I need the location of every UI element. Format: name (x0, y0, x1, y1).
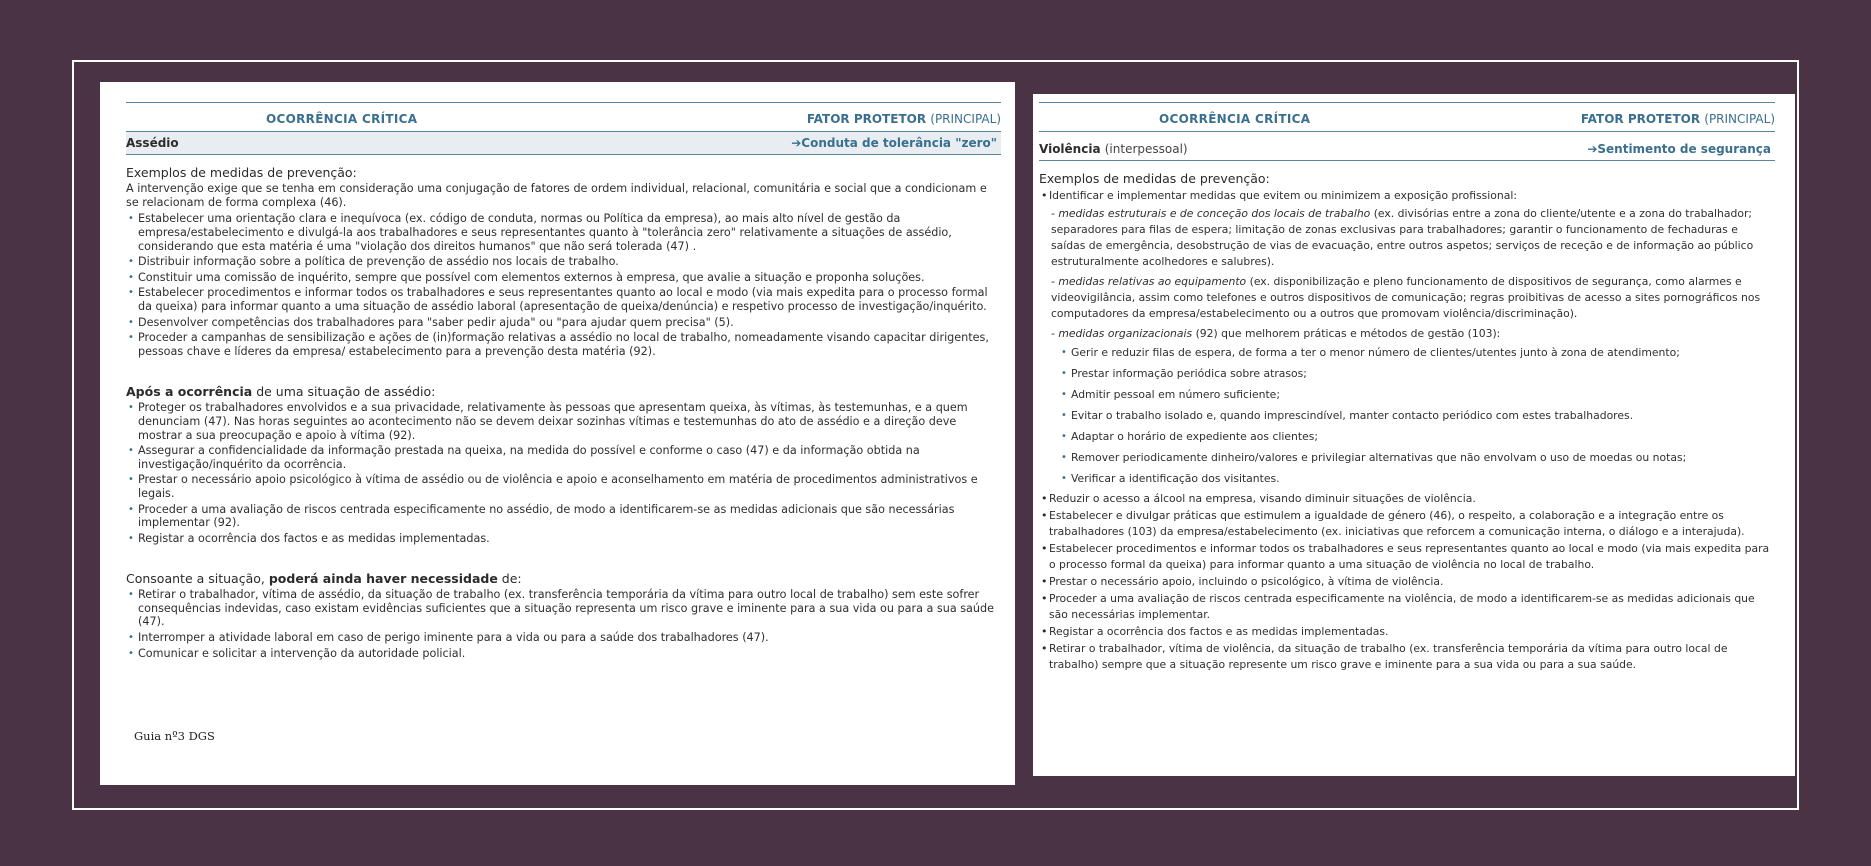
list-item: • Proceder a campanhas de sensibilização e ações de (in)formação relativas a assédio no local de trabalho, nomeadamente visando capacitar dirigentes, pessoas chave e líderes da empresa/ estabelecimento para a prevenção desta matéria (92). (126, 331, 1001, 358)
list-item: • Interromper a atividade laboral em caso de perigo iminente para a vida ou para a saúde dos trabalhadores (47). (126, 631, 1001, 645)
prevention-list (126, 212, 1001, 358)
occurrence-row (1039, 132, 1775, 161)
footer-text: Guia nº3 DGS (134, 729, 215, 743)
section-title: Consoante a situação, poderá ainda haver necessidade de: (126, 571, 522, 587)
list-item: • Identificar e implementar medidas que evitem ou minimizem a exposição profissional: (1039, 188, 1775, 204)
intro-paragraph: A intervenção exige que se tenha em consideração uma conjugação de fatores de ordem individual, relacional, comunitária e social que a condicionam e se relacionam de forma complexa (46). (126, 182, 987, 210)
organizational-measures: - medidas organizacionais (92) que melhorem práticas e métodos de gestão (103): (1051, 327, 1501, 340)
list-item: • Retirar o trabalhador, vítima de violência, da situação de trabalho (ex. transferência temporária da vítima para outro local de trabalho) sempre que a situação represente um risco grave e iminente para a sua vida ou para a sua saúde. (1039, 641, 1775, 673)
prevention-list (1039, 188, 1775, 204)
protective-factor: ➔Conduta de tolerância "zero" (791, 136, 997, 150)
equipment-measures: - medidas relativas ao equipamento (ex. disponibilização e pleno funcionamento de dispositivos de segurança, como alarmes e videovigilância, assim como telefones e outros dispositivos de comunicação; regras proibitivas de acesso a sites pornográficos nos computadores da empresa/estabelecimento ou a outros que promovam violência/discriminação). (1051, 275, 1761, 320)
list-item: • Desenvolver competências dos trabalhadores para "saber pedir ajuda" ou "para ajudar quem precisa" (5). (126, 316, 1001, 330)
list-item: • Estabelecer procedimentos e informar todos os trabalhadores e seus representantes quanto ao local e modo (via mais expedita para o processo formal da queixa) para informar quanto a uma situação de violência no local de trabalho. (1039, 541, 1775, 573)
header-protective-factor: FATOR PROTETOR (PRINCIPAL) (1580, 112, 1775, 126)
list-item: • Remover periodicamente dinheiro/valores e privilegiar alternativas que não envolvam o uso de moedas ou notas; (1061, 447, 1775, 468)
list-item: • Registar a ocorrência dos factos e as medidas implementadas. (1039, 624, 1775, 640)
list-item: • Registar a ocorrência dos factos e as medidas implementadas. (126, 532, 1001, 546)
table-header (126, 102, 1001, 132)
list-item: • Gerir e reduzir filas de espera, de forma a ter o menor número de clientes/utentes junto à zona de atendimento; (1061, 342, 1775, 363)
section-title: Exemplos de medidas de prevenção: (1039, 171, 1270, 186)
occurrence-name: Violência (interpessoal) (1039, 142, 1188, 156)
occurrence-row (126, 132, 1001, 155)
prevention-list-continued (1039, 491, 1775, 673)
list-item: • Adaptar o horário de expediente aos clientes; (1061, 426, 1775, 447)
list-item: • Estabelecer e divulgar práticas que estimulem a igualdade de género (46), o respeito, a colaboração e a integração entre os trabalhadores (103) da empresa/estabelecimento (ex. iniciativas que reforcem a comunicação interna, o diálogo e a interajuda). (1039, 508, 1775, 540)
section-title: Após a ocorrência de uma situação de assédio: (126, 384, 436, 400)
list-item: • Proceder a uma avaliação de riscos centrada especificamente no assédio, de modo a identificarem-se as medidas adicionais que são necessárias implementar (92). (126, 503, 1001, 530)
list-item: • Prestar o necessário apoio psicológico à vítima de assédio ou de violência e apoio e aconselhamento em matéria de procedimentos administrativos e legais. (126, 473, 1001, 500)
additional-needs-list (126, 588, 1001, 660)
list-item: • Estabelecer procedimentos e informar todos os trabalhadores e seus representantes quanto ao local e modo (via mais expedita para o processo formal da queixa) para informar quanto a uma situação de assédio laboral (apresentação de queixa/denúncia) e respetivo processo de investigação/inquérito. (126, 286, 1001, 313)
list-item: • Prestar o necessário apoio, incluindo o psicológico, à vítima de violência. (1039, 574, 1775, 590)
left-page (100, 82, 1015, 785)
organizational-list (1039, 342, 1775, 489)
header-critical-occurrence: OCORRÊNCIA CRÍTICA (1159, 112, 1311, 126)
list-item: • Proceder a uma avaliação de riscos centrada especificamente na violência, de modo a identificarem-se as medidas adicionais que são necessárias implementar. (1039, 591, 1775, 623)
header-critical-occurrence: OCORRÊNCIA CRÍTICA (266, 112, 418, 126)
right-page (1033, 94, 1795, 776)
structural-measures: - medidas estruturais e de conceção dos locais de trabalho (ex. divisórias entre a zona do cliente/utente e a zona do trabalhador; separadores para filas de espera; limitação de zonas exclusivas para trabalhadores; garantir o funcionamento de fechaduras e saídas de emergência, desobstrução de vias de evacuação, entre outros aspetos; serviços de receção e de informação ao público estruturalmente acolhedores e salubres). (1051, 207, 1754, 268)
list-item: • Estabelecer uma orientação clara e inequívoca (ex. código de conduta, normas ou Política da empresa), ao mais alto nível de gestão da empresa/estabelecimento e divulgá-la aos trabalhadores e seus representantes quanto à "tolerância zero" relativamente a situações de assédio, considerando que esta matéria é uma "violação dos direitos humanos" que não será tolerada (47) . (126, 212, 1001, 253)
list-item: • Verificar a identificação dos visitantes. (1061, 468, 1775, 489)
protective-factor: ➔Sentimento de segurança (1587, 142, 1771, 156)
list-item: • Reduzir o acesso a álcool na empresa, visando diminuir situações de violência. (1039, 491, 1775, 507)
list-item: • Constituir uma comissão de inquérito, sempre que possível com elementos externos à empresa, que avalie a situação e proponha soluções. (126, 271, 1001, 285)
section-title: Exemplos de medidas de prevenção: (126, 165, 357, 180)
list-item: • Assegurar a confidencialidade da informação prestada na queixa, na medida do possível e conforme o caso (47) e da informação obtida na investigação/inquérito da ocorrência. (126, 444, 1001, 471)
after-occurrence-list (126, 401, 1001, 545)
list-item: • Comunicar e solicitar a intervenção da autoridade policial. (126, 647, 1001, 661)
list-item: • Evitar o trabalho isolado e, quando imprescindível, manter contacto periódico com estes trabalhadores. (1061, 405, 1775, 426)
list-item: • Retirar o trabalhador, vítima de assédio, da situação de trabalho (ex. transferência temporária da vítima para outro local de trabalho) sem este sofrer consequências indevidas, caso existam evidências suficientes que a situação representa um risco grave e iminente para a sua vida ou para a sua saúde (47). (126, 588, 1001, 629)
header-protective-factor: FATOR PROTETOR (PRINCIPAL) (806, 112, 1001, 126)
list-item: • Proteger os trabalhadores envolvidos e a sua privacidade, relativamente às pessoas que apresentam queixa, às vítimas, às testemunhas, e a quem denunciam (47). Nas horas seguintes ao acontecimento não se devem deixar sozinhas vítimas e testemunhas do ato de assédio e a direção deve mostrar a sua preocupação e apoio à vítima (92). (126, 401, 1001, 442)
list-item: • Prestar informação periódica sobre atrasos; (1061, 363, 1775, 384)
table-header (1039, 102, 1775, 132)
occurrence-name: Assédio (126, 136, 179, 150)
list-item: • Admitir pessoal em número suficiente; (1061, 384, 1775, 405)
list-item: • Distribuir informação sobre a política de prevenção de assédio nos locais de trabalho. (126, 255, 1001, 269)
